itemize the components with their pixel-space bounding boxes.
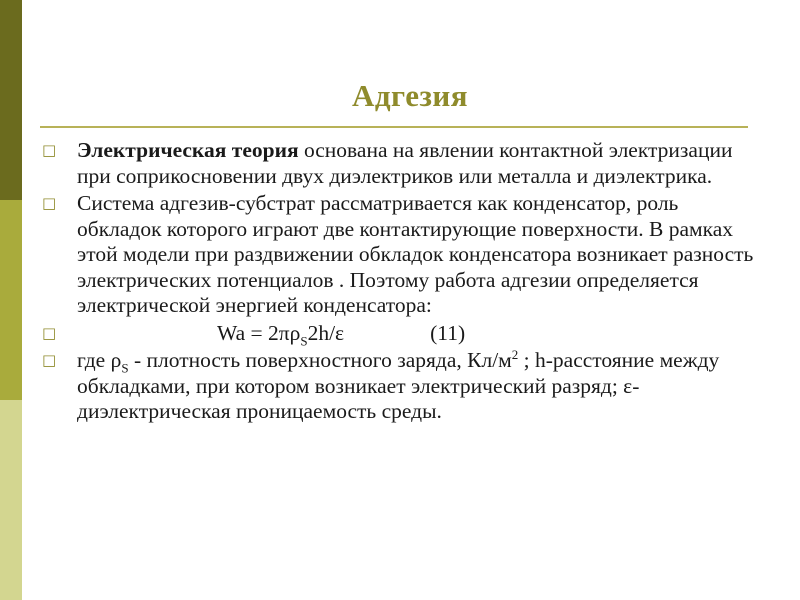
slide-content bbox=[40, 138, 760, 427]
title-divider bbox=[40, 126, 748, 128]
capacitor-model-text: Система адгезив-субстрат рассматривается как конденсатор, роль обкладок которого играют две контактирующие поверхности. В рамках этой модели при раздвижении обкладок конденсатора возникает разность электрических потенциалов . Поэтому работа адгезии определяется электрической энергией конденсатора: bbox=[77, 191, 754, 317]
definitions-superscript: 2 bbox=[511, 346, 519, 362]
bullet-item-formula bbox=[40, 321, 760, 347]
sidebar-segment-mid bbox=[0, 200, 22, 400]
theory-description: основана на явлении контактной электризации при соприкосновении двух диэлектриков или металла и диэлектрика. bbox=[77, 138, 733, 188]
square-bullet-icon: □ bbox=[42, 141, 57, 159]
definitions-subscript: S bbox=[121, 360, 129, 376]
bullet-item-capacitor-model bbox=[40, 191, 760, 319]
bullet-item-definitions bbox=[40, 348, 760, 425]
formula-tail: 2h/ε bbox=[307, 320, 345, 345]
bullet-item-electrical-theory bbox=[40, 138, 760, 189]
definitions-part-2: - плотность поверхностного заряда, Кл/м bbox=[128, 348, 512, 372]
sidebar-segment-dark bbox=[0, 0, 22, 200]
formula-number: (11) bbox=[430, 320, 466, 345]
definitions-part-3: ; h-расстояние между обкладками, при котором возникает электрический разряд; ε- диэлектрическая проницаемость среды. bbox=[77, 348, 720, 423]
formula-main: Wa = 2πρ bbox=[217, 320, 301, 345]
square-bullet-icon: □ bbox=[42, 323, 57, 342]
slide-title: Адгезия bbox=[351, 78, 469, 113]
square-bullet-icon: □ bbox=[42, 351, 57, 369]
theory-name: Электрическая теория bbox=[77, 138, 299, 162]
definitions-part-1: где ρ bbox=[77, 348, 122, 372]
sidebar-decoration bbox=[0, 0, 22, 600]
sidebar-segment-light bbox=[0, 400, 22, 600]
square-bullet-icon: □ bbox=[42, 194, 57, 212]
formula-subscript: S bbox=[300, 332, 308, 348]
